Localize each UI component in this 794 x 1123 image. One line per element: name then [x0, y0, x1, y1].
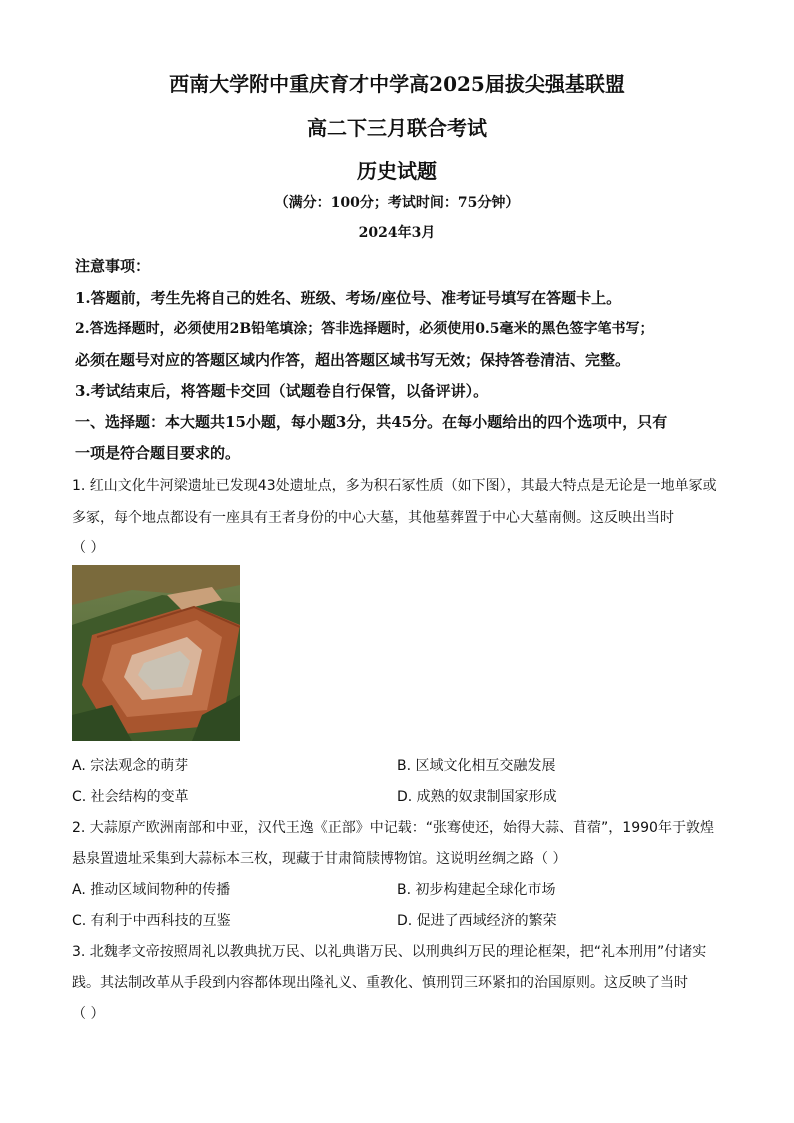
q2-stem-line1: 2. 大蒜原产欧洲南部和中亚，汉代王逸《正部》中记载：“张骞使还，始得大蒜、苜蓿”，1990年于敦煌 [72, 820, 714, 836]
q2-option-c: C. 有利于中西科技的互鉴 [72, 913, 231, 929]
notice-item-2-line1: 2.答选择题时，必须使用2B铅笔填涂；答非选择题时，必须使用0.5毫米的黑色签字笔书写； [75, 321, 654, 337]
q1-option-a: A. 宗法观念的萌芽 [72, 758, 189, 774]
q2-option-b: B. 初步构建起全球化市场 [397, 882, 556, 898]
q1-option-d: D. 成熟的奴隶制国家形成 [397, 789, 557, 805]
score-time: （满分：100分；考试时间：75分钟） [274, 195, 520, 211]
notice-item-3: 3.考试结束后，将答题卡交回（试题卷自行保管，以备评讲）。 [75, 382, 489, 400]
q1-option-c: C. 社会结构的变革 [72, 789, 189, 805]
section-1-line1: 一、选择题：本大题共15小题，每小题3分，共45分。在每小题给出的四个选项中，只有 [75, 413, 668, 431]
q2-option-d: D. 促进了西域经济的繁荣 [397, 913, 557, 929]
q3-stem-line2: 践。其法制改革从手段到内容都体现出隆礼义、重教化、慎刑罚三环紧扣的治国原则。这反映了当时 [72, 975, 688, 991]
exam-title-line1: 西南大学附中重庆育才中学高2025届拔尖强基联盟 [169, 72, 625, 96]
q2-option-a: A. 推动区域间物种的传播 [72, 882, 231, 898]
q3-answer-bracket: （ ） [72, 1006, 105, 1022]
exam-title-line2: 高二下三月联合考试 [307, 116, 487, 140]
q2-stem-line2: 悬泉置遗址采集到大蒜标本三枚，现藏于甘肃简牍博物馆。这说明丝绸之路（ ） [72, 851, 567, 867]
section-1-line2: 一项是符合题目要求的。 [75, 444, 241, 462]
q1-answer-bracket: （ ） [72, 540, 105, 556]
niuheliang-site-photo [72, 565, 240, 741]
notice-heading: 注意事项： [75, 257, 151, 275]
exam-date: 2024年3月 [358, 225, 436, 241]
q1-stem-line2: 多冢，每个地点都设有一座具有王者身份的中心大墓，其他墓葬置于中心大墓南侧。这反映出当时 [72, 510, 674, 526]
q1-stem-line1: 1. 红山文化牛河梁遗址已发现43处遗址点，多为积石冢性质（如下图），其最大特点是无论是一地单冢或 [72, 478, 717, 494]
q1-option-b: B. 区域文化相互交融发展 [397, 758, 556, 774]
q3-stem-line1: 3. 北魏孝文帝按照周礼以教典扰万民、以礼典谐万民、以刑典纠万民的理论框架，把“礼本刑用”付诸实 [72, 944, 707, 960]
notice-item-1: 1.答题前，考生先将自己的姓名、班级、考场/座位号、准考证号填写在答题卡上。 [75, 289, 622, 307]
notice-item-2-line2: 必须在题号对应的答题区域内作答，超出答题区域书写无效；保持答卷清洁、完整。 [75, 351, 631, 369]
exam-title-line3: 历史试题 [357, 159, 437, 183]
